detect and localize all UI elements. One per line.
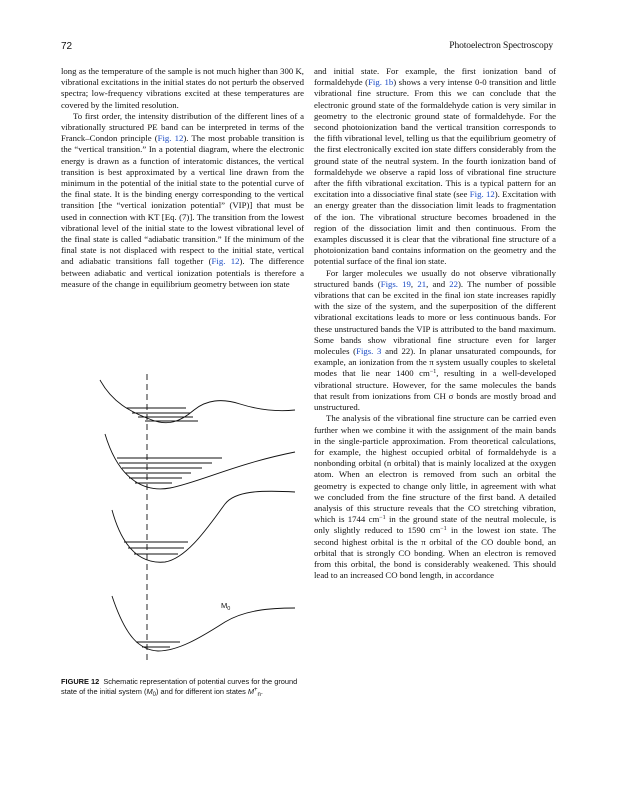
figure-link[interactable]: 22 [449, 278, 459, 289]
text-run: ). The difference between adiabatic and vertical ionization potentials is therefore a measure of the change in equilibrium geometry between ion state [61, 256, 304, 289]
figure-link[interactable]: Figs. 19 [380, 278, 411, 289]
caption-label: FIGURE 12 [61, 677, 100, 686]
figure-link[interactable]: 21 [417, 278, 427, 289]
figure-link[interactable]: Fig. 12 [469, 189, 495, 200]
text-run: and 22). In planar unsaturated compounds, for example, an ionization from the π system usually couples to skeletal modes that lie near 1400 cm [314, 346, 557, 379]
figure-link[interactable]: Figs. 3 [356, 346, 382, 357]
right-paragraph-2 [314, 268, 556, 414]
page-number: 72 [61, 41, 73, 52]
left-paragraph-2 [61, 111, 304, 290]
text-run: The analysis of the vibrational fine structure can be carried even further when we combine it with the assignment of the main bands in the single-particle approximation. From theoretical calculations, for example, the highest occupied orbital of formaldehyde is a nonbonding orbital (n orbital) that is mainly localized at the oxygen atom. When an electron is removed from such an orbital the geometry is expected to change only little, in agreement with what we concluded from the fine structure of the first band. A detailed analysis of this structure reveals that the CO stretching vibration, which is 1744 cm [314, 413, 556, 525]
text-run: For larger molecules we usually do not observe vibrationally structured bands ( [314, 267, 556, 289]
initial-state-label: $M_0$ [221, 601, 231, 612]
subscript: n [257, 692, 261, 698]
text-run: ) and for different ion states [155, 687, 248, 696]
text-run: and initial state. For example, the first ionization band of formaldehyde ( [314, 66, 556, 88]
text-run: . [260, 687, 263, 696]
text-run: , and [426, 278, 450, 289]
vibrational-levels-1 [126, 408, 198, 421]
subscript: 0 [152, 692, 156, 698]
running-title: Photoelectron Spectroscopy [449, 41, 553, 51]
superscript: −1 [429, 369, 437, 376]
left-paragraph-1: long as the temperature of the sample is not much higher than 300 K, vibrational excitations in the initial states do not perturb the observed spectra; low-frequency vibrations excited at these temperatures are covered by the limited resolution. [61, 66, 304, 110]
text-run: , [410, 278, 418, 289]
text-run: ). The most probable transition is the “vertical transition.” In a potential diagram, where the electronic energy is drawn as a function of interatomic distances, the vertical transition is best approximated by a vertical line drawn from the minimum in the potential of the initial state to the potential curve of the final state. It is the binding energy corresponding to the vertical transition [the “vertical ionization potential” (VIP)] that must be used in connection with KT [Eq. (7)]. The transition from the lowest vibrational level of the initial state to the lowest vibrational level of the final state is called “adiabatic transition.” If the minimum of the final state is not displaced with respect to the initial state, vertical and adiabatic transitions fall together ( [61, 133, 304, 267]
superscript: −1 [379, 515, 386, 522]
potential-curve-ground-state [112, 596, 295, 651]
potential-curves-diagram [90, 372, 304, 662]
left-column [61, 66, 304, 290]
potential-curve-ion-state-2 [105, 434, 295, 489]
text-run: in the lowest ion state. The second highest orbital is the π orbital of the CO double bond, an orbital that is strongly CO bonding. When an electron is removed from this orbital, the bond is considerably weakened. This should lead to an increased CO bond length, in accordance [314, 525, 556, 581]
text-run: M [146, 687, 153, 696]
potential-curve-ion-state-3 [112, 491, 295, 562]
figure-caption [61, 677, 309, 697]
potential-curves-figure [90, 372, 304, 662]
right-column [314, 66, 556, 581]
figure-link[interactable]: Fig. 12 [211, 256, 240, 267]
potential-curve-ion-state-1 [100, 380, 295, 423]
text-run: Schematic representation of potential curves for the ground state of the initial system ( [61, 677, 298, 696]
figure-link[interactable]: Fig. 12 [157, 133, 184, 144]
text-run: ). The number of possible vibrations that can be excited in the final ion state increases rapidly with the size of the system, and the superposition of the different vibrational excitations leads to more or less continuous bands. For these unstructured bands the VIP is attributed to the band maximum. Some bands show vibrational fine structure even for larger molecules ( [314, 278, 557, 357]
superscript: + [254, 687, 258, 693]
text-run: ) shows a very intense 0-0 transition and little vibrational fine structure. From this we can conclude that the electronic ground state of the formaldehyde cation is very similar in geometry to the electronic ground state of formaldehyde. For the second photoionization band the vertical transition corresponds to the fifth vibrational level, telling us that the equilibrium geometry of the first electronically excited ion state differs considerably from the ground state of the neutral system. In the fourth ionization band of formaldehyde we observe a rapid loss of vibrational fine structure after the fifth vibrational excitation. This is a typical pattern for an excitation into a dissociative final state (see [314, 77, 556, 200]
right-paragraph-1 [314, 66, 556, 268]
text-run: , resulting in a well-developed vibrational structure. However, for the same molecules the bands that result from ionizations from CH σ bonds are mostly broad and unstructured. [314, 368, 556, 413]
text-run: M [247, 687, 255, 696]
text-run: in the ground state of the neutral molecule, is only slightly reduced to 1590 cm [314, 514, 556, 536]
figure-link[interactable]: Fig. 1b [368, 77, 394, 88]
text-run: ). Excitation with an energy greater than the dissociation limit leads to fragmentation of the ion. The vibrational structure becomes broadened in the region of the dissociation limit and then continuous. From the examples discussed it is clear that the vibrational fine structure of a photoionization band contains information on the geometry and the potential surface of the final ion state. [314, 189, 556, 267]
superscript: −1 [440, 526, 447, 533]
right-paragraph-3 [314, 413, 556, 581]
text-run: To first order, the intensity distribution of the different lines of a vibrationally structured PE band can be interpreted in terms of the Franck–Condon principle ( [61, 110, 304, 144]
